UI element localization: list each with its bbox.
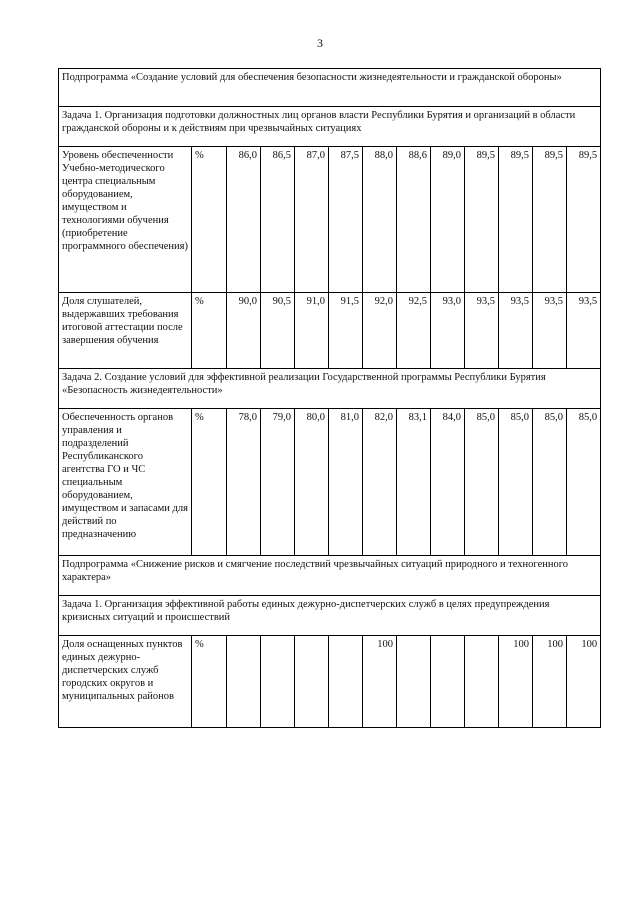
table-row	[59, 369, 601, 409]
value-cell: 87,0	[295, 147, 329, 293]
value-cell	[329, 636, 363, 728]
value-cell: 81,0	[329, 409, 363, 556]
value-cell: 100	[363, 636, 397, 728]
value-cell: 87,5	[329, 147, 363, 293]
table-row	[59, 107, 601, 147]
value-cell	[227, 636, 261, 728]
table-row	[59, 596, 601, 636]
value-cell: 85,0	[465, 409, 499, 556]
table-row	[59, 636, 601, 728]
value-cell: 93,5	[567, 293, 601, 369]
value-cell: 100	[533, 636, 567, 728]
value-cell: 100	[499, 636, 533, 728]
value-cell	[431, 636, 465, 728]
value-cell: 84,0	[431, 409, 465, 556]
value-cell: 80,0	[295, 409, 329, 556]
task-heading: Задача 1. Организация эффективной работы единых дежурно-диспетчерских служб в целях предупреждения кризисных ситуаций и происшествий	[59, 596, 601, 636]
subprogram-heading: Подпрограмма «Создание условий для обеспечения безопасности жизнедеятельности и гражданской обороны»	[59, 69, 601, 107]
task-heading: Задача 1. Организация подготовки должностных лиц органов власти Республики Бурятия и организаций в области гражданской обороны и к действиям при чрезвычайных ситуациях	[59, 107, 601, 147]
subprogram-heading: Подпрограмма «Снижение рисков и смягчение последствий чрезвычайных ситуаций природного и техногенного характера»	[59, 556, 601, 596]
value-cell: 86,0	[227, 147, 261, 293]
value-cell: 93,0	[431, 293, 465, 369]
indicator-name: Обеспеченность органов управления и подразделений Республиканского агентства ГО и ЧС специальным оборудованием, имуществом и запасами для действий по предназначению	[59, 409, 192, 556]
value-cell	[397, 636, 431, 728]
indicator-unit: %	[192, 409, 227, 556]
page-number: 3	[317, 36, 323, 50]
indicator-unit: %	[192, 147, 227, 293]
table-row	[59, 147, 601, 293]
value-cell: 89,5	[465, 147, 499, 293]
value-cell: 90,5	[261, 293, 295, 369]
value-cell: 93,5	[533, 293, 567, 369]
value-cell: 89,0	[431, 147, 465, 293]
indicator-name: Доля слушателей, выдержавших требования итоговой аттестации после завершения обучения	[59, 293, 192, 369]
indicator-name: Уровень обеспеченности Учебно-методического центра специальным оборудованием, имуществом и технологиями обучения (приобретение программного обеспечения)	[59, 147, 192, 293]
value-cell: 88,0	[363, 147, 397, 293]
indicator-name: Доля оснащенных пунктов единых дежурно-диспетчерских служб городских округов и муниципальных районов	[59, 636, 192, 728]
task-heading: Задача 2. Создание условий для эффективной реализации Государственной программы Республики Бурятия «Безопасность жизнедеятельности»	[59, 369, 601, 409]
value-cell: 85,0	[567, 409, 601, 556]
table-row	[59, 293, 601, 369]
value-cell	[261, 636, 295, 728]
indicator-unit: %	[192, 293, 227, 369]
value-cell: 91,0	[295, 293, 329, 369]
value-cell: 92,0	[363, 293, 397, 369]
value-cell: 83,1	[397, 409, 431, 556]
value-cell: 93,5	[499, 293, 533, 369]
value-cell: 100	[567, 636, 601, 728]
value-cell	[465, 636, 499, 728]
value-cell: 85,0	[499, 409, 533, 556]
value-cell: 85,0	[533, 409, 567, 556]
value-cell: 90,0	[227, 293, 261, 369]
value-cell: 86,5	[261, 147, 295, 293]
value-cell: 89,5	[499, 147, 533, 293]
value-cell: 91,5	[329, 293, 363, 369]
value-cell: 92,5	[397, 293, 431, 369]
table-row	[59, 556, 601, 596]
value-cell: 89,5	[533, 147, 567, 293]
value-cell: 78,0	[227, 409, 261, 556]
indicator-unit: %	[192, 636, 227, 728]
table-row	[59, 409, 601, 556]
value-cell: 89,5	[567, 147, 601, 293]
table-row	[59, 69, 601, 107]
value-cell	[295, 636, 329, 728]
value-cell: 93,5	[465, 293, 499, 369]
value-cell: 88,6	[397, 147, 431, 293]
indicators-table	[58, 68, 601, 728]
value-cell: 79,0	[261, 409, 295, 556]
value-cell: 82,0	[363, 409, 397, 556]
